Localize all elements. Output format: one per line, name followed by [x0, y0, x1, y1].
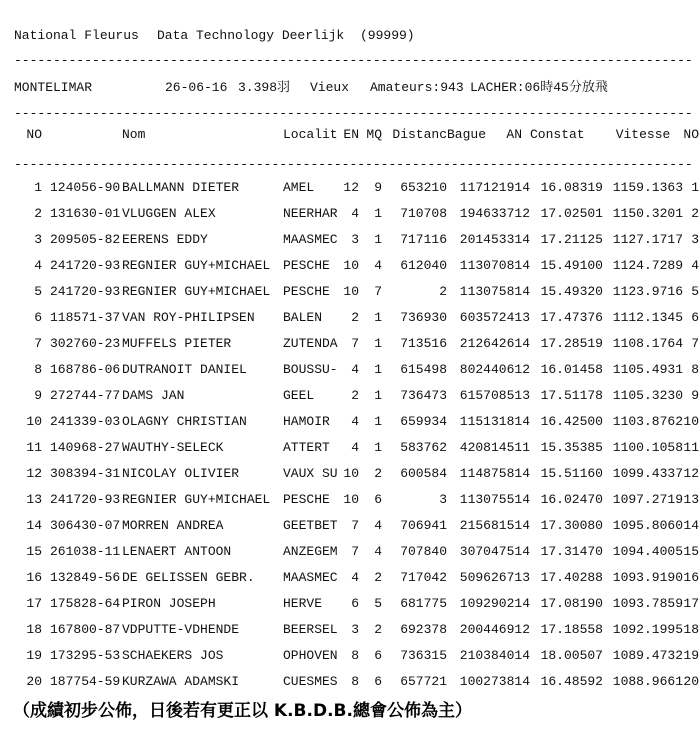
cell-no: 4	[34, 258, 42, 273]
cell-localit: HERVE	[283, 596, 323, 611]
cell-bague: 201453314	[459, 232, 530, 247]
cell-nom: REGNIER GUY+MICHAEL	[122, 258, 271, 273]
cell-mq: 1	[374, 440, 382, 455]
cell-localit: VAUX SU	[283, 466, 338, 481]
col-nom: Nom	[122, 127, 146, 142]
cell-distanc: 659934	[400, 414, 447, 429]
cell-licence: 241720-93	[50, 284, 121, 299]
cell-constat: 17.21125	[540, 232, 603, 247]
cell-distanc: 713516	[400, 336, 447, 351]
cell-mq: 1	[374, 232, 382, 247]
licence-code: (99999)	[360, 28, 415, 43]
cell-vitesse: 1127.1717	[612, 232, 683, 247]
cell-localit: GEEL	[283, 388, 315, 403]
cell-no: 13	[26, 492, 42, 507]
cell-vitesse: 1095.8060	[612, 518, 683, 533]
col-bague-an	[447, 122, 530, 148]
cell-nom: MUFFELS PIETER	[122, 336, 232, 351]
cell-distanc: 692378	[400, 622, 447, 637]
cell-mq: 4	[374, 258, 382, 273]
cell-licence: 187754-59	[50, 674, 121, 689]
cell-distanc: 710708	[400, 206, 447, 221]
cell-nom: VLUGGEN ALEX	[122, 206, 216, 221]
cell-mq: 5	[374, 596, 382, 611]
cell-vitesse: 1094.4005	[612, 544, 683, 559]
separator: ---------------------------------------------------------------------------------------	[14, 157, 693, 172]
cell-en: 3	[351, 232, 359, 247]
cell-mq: 4	[374, 518, 382, 533]
cell-constat: 16.08319	[540, 180, 603, 195]
table-row	[0, 305, 699, 331]
cell-constat: 17.51178	[540, 388, 603, 403]
cell-constat: 17.31470	[540, 544, 603, 559]
cell-en: 4	[351, 206, 359, 221]
cell-nom: VAN ROY-PHILIPSEN	[122, 310, 255, 325]
cell-licence: 302760-23	[50, 336, 121, 351]
cell-nom: LENAERT ANTOON	[122, 544, 232, 559]
cell-no2: 18	[683, 622, 699, 637]
cell-no2: 9	[691, 388, 699, 403]
cell-no2: 8	[691, 362, 699, 377]
cell-constat: 17.28519	[540, 336, 603, 351]
cell-en: 10	[343, 492, 359, 507]
cell-en: 4	[351, 414, 359, 429]
cell-bague: 113075814	[459, 284, 530, 299]
cell-no2: 5	[691, 284, 699, 299]
cell-nom: KURZAWA ADAMSKI	[122, 674, 240, 689]
cell-licence: 241339-03	[50, 414, 121, 429]
cell-localit: ZUTENDA	[283, 336, 338, 351]
cell-nom: MORREN ANDREA	[122, 518, 224, 533]
table-row	[0, 487, 699, 513]
cell-en: 4	[351, 440, 359, 455]
col-no: NO	[26, 127, 42, 142]
table-row	[0, 461, 699, 487]
cell-no: 19	[26, 648, 42, 663]
table-row	[0, 383, 699, 409]
cell-bague: 509626713	[459, 570, 530, 585]
results-table	[0, 175, 699, 695]
cell-nom: BALLMANN DIETER	[122, 180, 240, 195]
cell-vitesse: 1097.2719	[612, 492, 683, 507]
cell-no: 8	[34, 362, 42, 377]
cell-distanc: 600584	[400, 466, 447, 481]
cell-no2: 19	[683, 648, 699, 663]
cell-localit: NEERHAR	[283, 206, 338, 221]
table-row	[0, 409, 699, 435]
cell-vitesse: 1124.7289	[612, 258, 683, 273]
cell-distanc: 615498	[400, 362, 447, 377]
cell-localit: HAMOIR	[283, 414, 330, 429]
cell-no: 17	[26, 596, 42, 611]
race-release: LACHER:06時45分放飛	[470, 80, 608, 95]
cell-localit: CUESMES	[283, 674, 338, 689]
cell-localit: ANZEGEM	[283, 544, 338, 559]
cell-no: 16	[26, 570, 42, 585]
cell-no2: 4	[691, 258, 699, 273]
cell-bague: 802440612	[459, 362, 530, 377]
table-row	[0, 513, 699, 539]
cell-no: 5	[34, 284, 42, 299]
cell-no: 3	[34, 232, 42, 247]
cell-distanc: 612040	[400, 258, 447, 273]
cell-mq: 1	[374, 414, 382, 429]
cell-mq: 9	[374, 180, 382, 195]
cell-nom: DUTRANOIT DANIEL	[122, 362, 247, 377]
cell-mq: 2	[374, 466, 382, 481]
cell-no2: 15	[683, 544, 699, 559]
organisation-name: National Fleurus	[14, 28, 139, 43]
separator: ---------------------------------------------------------------------------------------	[14, 53, 693, 68]
cell-distanc: 707840	[400, 544, 447, 559]
cell-vitesse: 1159.1363	[612, 180, 683, 195]
table-row	[0, 357, 699, 383]
cell-no2: 6	[691, 310, 699, 325]
cell-bague: 603572413	[459, 310, 530, 325]
cell-licence: 168786-06	[50, 362, 121, 377]
cell-bague: 210384014	[459, 648, 530, 663]
cell-constat: 17.30080	[540, 518, 603, 533]
cell-localit: PESCHE	[283, 492, 330, 507]
cell-licence: 261038-11	[50, 544, 121, 559]
cell-constat: 16.02470	[540, 492, 603, 507]
col-localit: Localit	[283, 127, 338, 142]
cell-en: 7	[351, 336, 359, 351]
cell-localit: MAASMEC	[283, 570, 338, 585]
cell-licence: 308394-31	[50, 466, 121, 481]
col-vitesse: Vitesse	[615, 127, 671, 142]
col-mq: MQ	[366, 127, 382, 142]
cell-mq: 1	[374, 310, 382, 325]
cell-en: 4	[351, 362, 359, 377]
col-no2: NO	[683, 127, 699, 142]
col-constat: Constat	[530, 127, 585, 142]
cell-licence: 140968-27	[50, 440, 121, 455]
cell-distanc: 681775	[400, 596, 447, 611]
cell-constat: 15.35385	[540, 440, 603, 455]
system-name: Data Technology Deerlijk	[157, 28, 345, 43]
cell-no2: 10	[683, 414, 699, 429]
cell-bague: 215681514	[459, 518, 530, 533]
cell-distanc: 736930	[400, 310, 447, 325]
cell-nom: PIRON JOSEPH	[122, 596, 216, 611]
cell-nom: EERENS EDDY	[122, 232, 208, 247]
table-header	[0, 122, 699, 148]
col-en: EN	[343, 127, 359, 142]
table-row	[0, 227, 699, 253]
table-row	[0, 331, 699, 357]
cell-constat: 17.08190	[540, 596, 603, 611]
cell-bague: 420814511	[459, 440, 530, 455]
col-licence	[42, 122, 122, 148]
cell-distanc: 653210	[400, 180, 447, 195]
cell-distanc: 2	[439, 284, 447, 299]
cell-bague: 615708513	[459, 388, 530, 403]
cell-bague: 115131814	[459, 414, 530, 429]
cell-nom: NICOLAY OLIVIER	[122, 466, 240, 481]
cell-nom: REGNIER GUY+MICHAEL	[122, 284, 271, 299]
cell-en: 8	[351, 648, 359, 663]
cell-distanc: 717042	[400, 570, 447, 585]
cell-vitesse: 1089.4732	[612, 648, 683, 663]
cell-localit: BALEN	[283, 310, 323, 325]
cell-bague: 114875814	[459, 466, 530, 481]
cell-constat: 16.42500	[540, 414, 603, 429]
cell-mq: 7	[374, 284, 382, 299]
table-row	[0, 435, 699, 461]
cell-bague: 100273814	[459, 674, 530, 689]
cell-bague: 109290214	[459, 596, 530, 611]
cell-en: 2	[351, 310, 359, 325]
cell-vitesse: 1112.1345	[612, 310, 683, 325]
race-birds: 3.398羽	[238, 80, 291, 95]
cell-distanc: 717116	[400, 232, 447, 247]
cell-licence: 124056-90	[50, 180, 121, 195]
cell-en: 2	[351, 388, 359, 403]
cell-no2: 20	[683, 674, 699, 689]
cell-nom: DE GELISSEN GEBR.	[122, 570, 255, 585]
cell-no2: 11	[683, 440, 699, 455]
table-row	[0, 539, 699, 565]
cell-bague: 194633712	[459, 206, 530, 221]
cell-vitesse: 1123.9716	[612, 284, 683, 299]
cell-constat: 17.02501	[540, 206, 603, 221]
cell-en: 6	[351, 596, 359, 611]
cell-no: 14	[26, 518, 42, 533]
cell-no: 6	[34, 310, 42, 325]
table-row	[0, 591, 699, 617]
cell-en: 7	[351, 518, 359, 533]
cell-licence: 132849-56	[50, 570, 121, 585]
cell-vitesse: 1093.7859	[612, 596, 683, 611]
separator: ---------------------------------------------------------------------------------------	[14, 106, 693, 121]
cell-no2: 17	[683, 596, 699, 611]
cell-en: 7	[351, 544, 359, 559]
cell-constat: 15.49320	[540, 284, 603, 299]
cell-licence: 241720-93	[50, 258, 121, 273]
table-row	[0, 617, 699, 643]
cell-vitesse: 1103.8762	[612, 414, 683, 429]
cell-no: 18	[26, 622, 42, 637]
cell-no2: 3	[691, 232, 699, 247]
cell-no: 15	[26, 544, 42, 559]
cell-localit: AMEL	[283, 180, 315, 195]
cell-nom: OLAGNY CHRISTIAN	[122, 414, 247, 429]
table-row	[0, 279, 699, 305]
cell-no: 2	[34, 206, 42, 221]
cell-licence: 175828-64	[50, 596, 121, 611]
cell-no2: 13	[683, 492, 699, 507]
cell-mq: 6	[374, 674, 382, 689]
cell-bague: 307047514	[459, 544, 530, 559]
cell-localit: PESCHE	[283, 258, 330, 273]
cell-bague: 212642614	[459, 336, 530, 351]
cell-distanc: 657721	[400, 674, 447, 689]
cell-localit: GEETBET	[283, 518, 338, 533]
cell-licence: 118571-37	[50, 310, 121, 325]
cell-en: 10	[343, 258, 359, 273]
cell-licence: 173295-53	[50, 648, 121, 663]
cell-nom: DAMS JAN	[122, 388, 185, 403]
cell-localit: MAASMEC	[283, 232, 338, 247]
cell-localit: PESCHE	[283, 284, 330, 299]
cell-constat: 17.40288	[540, 570, 603, 585]
cell-distanc: 736473	[400, 388, 447, 403]
cell-distanc: 583762	[400, 440, 447, 455]
cell-nom: SCHAEKERS JOS	[122, 648, 224, 663]
cell-mq: 6	[374, 492, 382, 507]
table-row	[0, 201, 699, 227]
cell-vitesse: 1092.1995	[612, 622, 683, 637]
cell-distanc: 736315	[400, 648, 447, 663]
col-an: AN	[506, 127, 522, 142]
cell-en: 10	[343, 466, 359, 481]
cell-localit: BEERSEL	[283, 622, 338, 637]
cell-vitesse: 1108.1764	[612, 336, 683, 351]
cell-no: 1	[34, 180, 42, 195]
cell-constat: 15.49100	[540, 258, 603, 273]
cell-constat: 17.18558	[540, 622, 603, 637]
cell-no2: 14	[683, 518, 699, 533]
cell-en: 4	[351, 570, 359, 585]
cell-en: 8	[351, 674, 359, 689]
cell-mq: 4	[374, 544, 382, 559]
cell-mq: 1	[374, 336, 382, 351]
cell-localit: BOUSSU-	[283, 362, 338, 377]
cell-no: 7	[34, 336, 42, 351]
cell-mq: 1	[374, 388, 382, 403]
cell-localit: OPHOVEN	[283, 648, 338, 663]
cell-bague: 113075514	[459, 492, 530, 507]
cell-en: 3	[351, 622, 359, 637]
cell-no2: 12	[683, 466, 699, 481]
cell-bague: 117121914	[459, 180, 530, 195]
cell-no2: 16	[683, 570, 699, 585]
cell-nom: VDPUTTE-VDHENDE	[122, 622, 240, 637]
cell-vitesse: 1150.3201	[612, 206, 683, 221]
cell-constat: 18.00507	[540, 648, 603, 663]
cell-en: 10	[343, 284, 359, 299]
table-row	[0, 565, 699, 591]
cell-mq: 1	[374, 206, 382, 221]
cell-mq: 6	[374, 648, 382, 663]
race-amateurs: Amateurs:943	[370, 80, 464, 95]
cell-licence: 131630-01	[50, 206, 121, 221]
cell-no: 12	[26, 466, 42, 481]
cell-no: 10	[26, 414, 42, 429]
cell-mq: 2	[374, 622, 382, 637]
cell-constat: 16.01458	[540, 362, 603, 377]
table-row	[0, 669, 699, 695]
cell-mq: 2	[374, 570, 382, 585]
cell-vitesse: 1105.4931	[612, 362, 683, 377]
cell-licence: 306430-07	[50, 518, 121, 533]
cell-bague: 200446912	[459, 622, 530, 637]
cell-mq: 1	[374, 362, 382, 377]
cell-vitesse: 1099.4337	[612, 466, 683, 481]
cell-no2: 7	[691, 336, 699, 351]
cell-no: 11	[26, 440, 42, 455]
cell-licence: 272744-77	[50, 388, 121, 403]
cell-vitesse: 1093.9190	[612, 570, 683, 585]
cell-vitesse: 1088.9661	[612, 674, 683, 689]
cell-licence: 241720-93	[50, 492, 121, 507]
table-row	[0, 643, 699, 669]
cell-no2: 2	[691, 206, 699, 221]
cell-no2: 1	[691, 180, 699, 195]
cell-licence: 209505-82	[50, 232, 121, 247]
cell-distanc: 706941	[400, 518, 447, 533]
col-bague: Bague	[447, 127, 487, 142]
footer-note: （成績初步公佈，日後若有更正以 K.B.D.B.總會公佈為主）	[13, 701, 472, 721]
cell-no: 9	[34, 388, 42, 403]
col-distanc: Distanc	[392, 127, 447, 142]
race-name: MONTELIMAR	[14, 80, 93, 95]
cell-vitesse: 1100.1058	[612, 440, 683, 455]
race-category: Vieux	[310, 80, 350, 95]
cell-licence: 167800-87	[50, 622, 121, 637]
cell-distanc: 3	[439, 492, 447, 507]
table-row	[0, 175, 699, 201]
cell-en: 12	[343, 180, 359, 195]
race-date: 26-06-16	[165, 80, 228, 95]
cell-localit: ATTERT	[283, 440, 330, 455]
cell-nom: REGNIER GUY+MICHAEL	[122, 492, 271, 507]
cell-constat: 17.47376	[540, 310, 603, 325]
cell-nom: WAUTHY-SELECK	[122, 440, 224, 455]
cell-vitesse: 1105.3230	[612, 388, 683, 403]
cell-constat: 15.51160	[540, 466, 603, 481]
cell-constat: 16.48592	[540, 674, 603, 689]
cell-bague: 113070814	[459, 258, 530, 273]
table-row	[0, 253, 699, 279]
cell-no: 20	[26, 674, 42, 689]
